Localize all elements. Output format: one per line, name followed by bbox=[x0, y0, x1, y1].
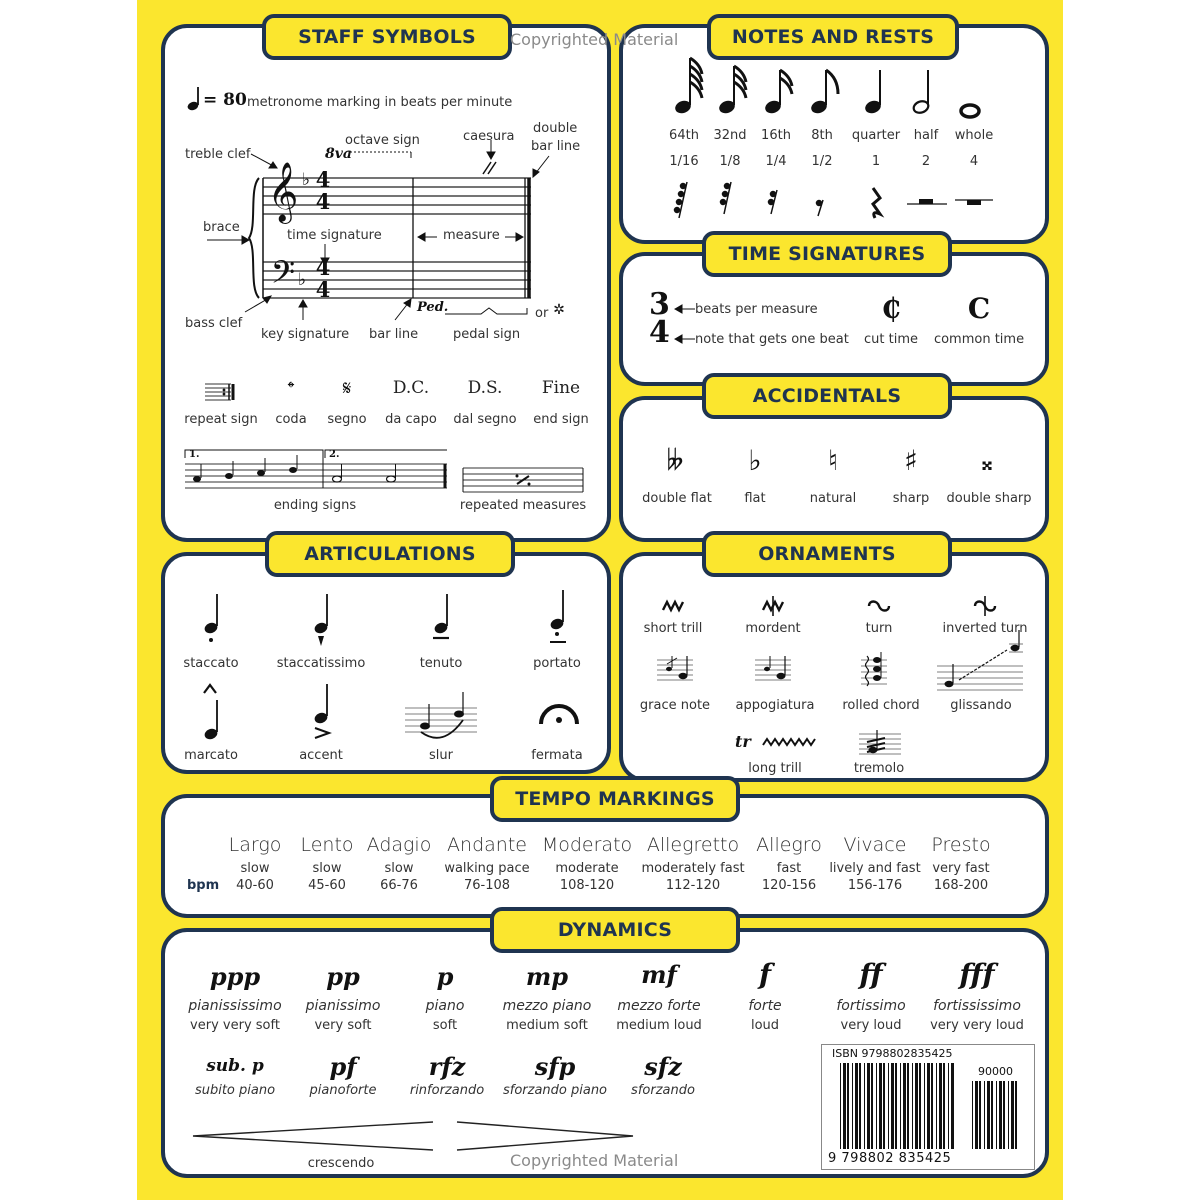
tempo-name-presto: Presto bbox=[931, 834, 991, 856]
common-time-label: common time bbox=[933, 332, 1025, 347]
tenuto-label: tenuto bbox=[419, 656, 463, 671]
tempo-desc-lento: slow bbox=[312, 861, 342, 876]
barcode-stripe bbox=[991, 1081, 993, 1149]
dynamic-desc-mp: medium soft bbox=[506, 1018, 588, 1033]
dynamic-mark-p: p bbox=[436, 962, 454, 991]
barcode-stripe bbox=[972, 1081, 973, 1149]
ornaments-panel bbox=[619, 552, 1049, 782]
note-beats-8th: 1/2 bbox=[811, 154, 833, 169]
barcode-stripe bbox=[915, 1063, 918, 1149]
barcode-stripe bbox=[948, 1063, 949, 1149]
dynamic-mark-f: f bbox=[758, 958, 772, 991]
isbn-text: ISBN 9798802835425 bbox=[832, 1047, 953, 1060]
double-sharp-icon: 𝄪 bbox=[981, 448, 993, 476]
cut-time-icon: ₵ bbox=[881, 292, 901, 325]
barcode-stripe bbox=[855, 1063, 858, 1149]
tempo-bpm-andante: 76-108 bbox=[463, 878, 511, 893]
tempo-bpm-presto: 168-200 bbox=[933, 878, 989, 893]
dynamic-name-sub-p: subito piano bbox=[194, 1083, 276, 1098]
key-flat-icon: ♭ bbox=[301, 170, 311, 190]
dynamic-name-ff: fortissimo bbox=[836, 998, 906, 1014]
cheat-sheet-background bbox=[137, 0, 1063, 1200]
note-beats-whole: 4 bbox=[969, 154, 979, 169]
natural-label: natural bbox=[809, 491, 857, 506]
repeated-measures-label: repeated measures bbox=[459, 498, 587, 513]
dynamic-name-sfz: sforzando bbox=[631, 1083, 695, 1098]
staccatissimo-label: staccatissimo bbox=[276, 656, 366, 671]
tempo-bpm-adagio: 66-76 bbox=[380, 878, 418, 893]
barcode-stripe bbox=[903, 1063, 906, 1149]
barcode-stripe bbox=[927, 1063, 930, 1149]
barcode-stripe bbox=[859, 1063, 861, 1149]
long-trill-mark: tr bbox=[735, 732, 751, 751]
sharp-label: sharp bbox=[892, 491, 930, 506]
barcode-stripe bbox=[840, 1063, 841, 1149]
dynamic-name-mp: mezzo piano bbox=[502, 998, 592, 1014]
common-time-icon: C bbox=[967, 292, 991, 325]
glissando-label: glissando bbox=[950, 698, 1012, 713]
beats-per-measure-label: beats per measure bbox=[695, 302, 818, 317]
barcode-stripe bbox=[931, 1063, 933, 1149]
metronome-value: = 80 bbox=[203, 90, 247, 110]
articulations-panel bbox=[161, 552, 611, 774]
accidentals-header: ACCIDENTALS bbox=[702, 373, 952, 419]
ending-signs-diagram bbox=[165, 28, 615, 528]
barcode-bars bbox=[840, 1063, 954, 1149]
tempo-bpm-largo: 40-60 bbox=[236, 878, 274, 893]
pedal-mark: Ped. bbox=[417, 300, 449, 315]
barcode-stripe bbox=[907, 1063, 909, 1149]
tempo-bpm-allegretto: 112-120 bbox=[665, 878, 721, 893]
staff-symbols-panel bbox=[161, 24, 611, 542]
copyright-watermark-top: Copyrighted Material bbox=[510, 30, 679, 49]
mordent-label: mordent bbox=[745, 621, 801, 636]
key-flat-icon: ♭ bbox=[297, 270, 307, 290]
dynamic-name-f: forte bbox=[748, 998, 782, 1014]
rolled-chord-label: rolled chord bbox=[842, 698, 920, 713]
barcode-stripe bbox=[987, 1081, 990, 1149]
tempo-desc-allegretto: moderately fast bbox=[641, 861, 745, 876]
dynamic-desc-f: loud bbox=[750, 1018, 780, 1033]
flat-icon: ♭ bbox=[748, 444, 762, 477]
fermata-label: fermata bbox=[531, 748, 583, 763]
barcode-stripe bbox=[871, 1063, 873, 1149]
dynamic-name-pp: pianissimo bbox=[305, 998, 381, 1014]
tempo-desc-largo: slow bbox=[240, 861, 270, 876]
time-sig-bottom-icon: 4 4 bbox=[315, 255, 331, 302]
inverted-turn-label: inverted turn bbox=[942, 621, 1028, 636]
crescendo-hairpin bbox=[165, 932, 665, 1172]
dynamic-desc-ppp: very very soft bbox=[190, 1018, 280, 1033]
tempo-desc-andante: walking pace bbox=[444, 861, 530, 876]
tempo-desc-moderato: moderate bbox=[555, 861, 619, 876]
note-name-whole: whole bbox=[954, 128, 994, 143]
tempo-desc-adagio: slow bbox=[384, 861, 414, 876]
barcode-stripe bbox=[912, 1063, 913, 1149]
dynamic-name-fff: fortississimo bbox=[933, 998, 1021, 1014]
barcode-stripe bbox=[876, 1063, 877, 1149]
coda-label: coda bbox=[275, 412, 307, 427]
fine-mark: Fine bbox=[541, 378, 581, 398]
pedal-sign-label: pedal sign bbox=[453, 327, 521, 342]
barcode-stripe bbox=[984, 1081, 985, 1149]
barcode-addon-bars bbox=[972, 1081, 1020, 1149]
dynamic-desc-mf: medium loud bbox=[616, 1018, 702, 1033]
tempo-desc-presto: very fast bbox=[932, 861, 990, 876]
barcode-stripe bbox=[939, 1063, 942, 1149]
note-gets-beat-label: note that gets one beat bbox=[695, 332, 849, 347]
tempo-bpm-lento: 45-60 bbox=[308, 878, 346, 893]
note-name-16th: 16th bbox=[761, 128, 791, 143]
portato-label: portato bbox=[533, 656, 581, 671]
note-name-64th: 64th bbox=[669, 128, 699, 143]
brace-label: brace bbox=[203, 220, 240, 235]
tempo-name-andante: Andante bbox=[447, 834, 527, 856]
grace-note-label: grace note bbox=[639, 698, 711, 713]
ornaments-header: ORNAMENTS bbox=[702, 531, 952, 577]
barcode-stripe bbox=[891, 1063, 894, 1149]
staff-symbols-header: STAFF SYMBOLS bbox=[262, 14, 512, 60]
tempo-bpm-allegro: 120-156 bbox=[761, 878, 817, 893]
turn-label: turn bbox=[865, 621, 893, 636]
dynamic-desc-p: soft bbox=[432, 1018, 458, 1033]
ending-2-mark: 2. bbox=[329, 449, 340, 460]
metronome-description: metronome marking in beats per minute bbox=[247, 95, 513, 110]
tempo-desc-allegro: fast bbox=[776, 861, 802, 876]
barcode-stripe bbox=[951, 1063, 954, 1149]
short-trill-label: short trill bbox=[643, 621, 703, 636]
barcode-number: 9 798802 835425 bbox=[828, 1151, 952, 1166]
note-beats-quarter: 1 bbox=[871, 154, 881, 169]
dynamic-mark-ff: ff bbox=[859, 958, 883, 991]
note-name-32nd: 32nd bbox=[713, 128, 747, 143]
da-capo-mark: D.C. bbox=[392, 378, 430, 398]
cut-time-label: cut time bbox=[864, 332, 918, 347]
dynamic-mark-fff: fff bbox=[959, 958, 995, 991]
time-signatures-header: TIME SIGNATURES bbox=[702, 231, 952, 277]
dynamics-header: DYNAMICS bbox=[490, 907, 740, 953]
treble-clef-icon: 𝄞 bbox=[267, 162, 299, 222]
long-trill-label: long trill bbox=[748, 761, 802, 776]
dynamic-name-ppp: pianississimo bbox=[188, 998, 282, 1014]
barcode-stripe bbox=[936, 1063, 937, 1149]
dynamic-name-sfp: sforzando piano bbox=[502, 1083, 608, 1098]
note-beats-16th: 1/4 bbox=[765, 154, 787, 169]
crescendo-label: crescendo bbox=[307, 1156, 375, 1171]
sharp-icon: ♯ bbox=[904, 444, 918, 477]
barcode-stripe bbox=[919, 1063, 921, 1149]
dynamic-mark-mp: mp bbox=[525, 962, 569, 991]
barcode-stripe bbox=[900, 1063, 901, 1149]
barcode-stripe bbox=[975, 1081, 978, 1149]
tremolo-label: tremolo bbox=[853, 761, 905, 776]
slur-label: slur bbox=[429, 748, 453, 763]
marcato-label: marcato bbox=[184, 748, 238, 763]
tempo-name-allegro: Allegro bbox=[756, 834, 822, 856]
bass-clef-icon: 𝄢 bbox=[270, 254, 296, 298]
octave-mark: 8va bbox=[325, 146, 352, 162]
articulations-header: ARTICULATIONS bbox=[265, 531, 515, 577]
dynamic-mark-pf: pf bbox=[329, 1052, 357, 1081]
barcode-stripe bbox=[852, 1063, 853, 1149]
dynamic-mark-pp: pp bbox=[326, 962, 360, 991]
dynamics-panel bbox=[161, 928, 1049, 1178]
bar-line-label: bar line bbox=[369, 327, 419, 342]
time-sig-top: 3 bbox=[649, 287, 670, 322]
barcode-stripe bbox=[867, 1063, 870, 1149]
notes-rests-header: NOTES AND RESTS bbox=[707, 14, 959, 60]
tempo-name-moderato: Moderato bbox=[541, 834, 633, 856]
barcode-stripe bbox=[1015, 1081, 1017, 1149]
barcode-stripe bbox=[1003, 1081, 1005, 1149]
barcode-stripe bbox=[999, 1081, 1002, 1149]
dynamic-name-mf: mezzo forte bbox=[617, 998, 701, 1014]
double-bar-label: double bbox=[533, 121, 578, 136]
barcode-stripe bbox=[864, 1063, 865, 1149]
double-flat-icon: 𝄫 bbox=[666, 444, 684, 477]
barcode-stripe bbox=[895, 1063, 897, 1149]
barcode-stripe bbox=[996, 1081, 997, 1149]
tempo-name-vivace: Vivace bbox=[843, 834, 907, 856]
barcode-stripe bbox=[883, 1063, 885, 1149]
caesura-label: caesura bbox=[463, 129, 515, 144]
barcode-stripe bbox=[924, 1063, 925, 1149]
ornament-icons bbox=[623, 556, 1053, 766]
pedal-or-label: or bbox=[535, 306, 549, 321]
tempo-name-largo: Largo bbox=[228, 834, 282, 856]
tempo-name-adagio: Adagio bbox=[366, 834, 432, 856]
note-name-quarter: quarter bbox=[851, 128, 901, 143]
bpm-label: bpm bbox=[187, 878, 220, 893]
barcode-stripe bbox=[847, 1063, 849, 1149]
tempo-desc-vivace: lively and fast bbox=[829, 861, 921, 876]
barcode-stripe bbox=[888, 1063, 889, 1149]
measure-label: measure bbox=[443, 228, 500, 243]
ending-signs-label: ending signs bbox=[273, 498, 357, 513]
time-sig-arrows bbox=[623, 256, 703, 356]
barcode-stripe bbox=[979, 1081, 981, 1149]
price-code: 90000 bbox=[978, 1065, 1013, 1078]
segno-icon: 𝄋 bbox=[342, 376, 352, 400]
dynamic-mark-ppp: ppp bbox=[209, 962, 261, 991]
dynamic-mark-sfp: sfp bbox=[534, 1052, 576, 1081]
key-signature-label: key signature bbox=[261, 327, 350, 342]
barcode-stripe bbox=[843, 1063, 846, 1149]
note-beats-64th: 1/16 bbox=[669, 154, 699, 169]
treble-clef-label: treble clef bbox=[185, 147, 251, 162]
end-sign-label: end sign bbox=[533, 412, 589, 427]
tempo-markings-header: TEMPO MARKINGS bbox=[490, 776, 740, 822]
double-bar-label-2: bar line bbox=[531, 139, 581, 154]
note-name-8th: 8th bbox=[811, 128, 833, 143]
dynamic-mark-sfz: sfz bbox=[644, 1052, 682, 1081]
dynamic-desc-ff: very loud bbox=[840, 1018, 902, 1033]
octave-sign-label: octave sign bbox=[345, 133, 420, 148]
dynamic-name-p: piano bbox=[425, 998, 465, 1014]
staccato-label: staccato bbox=[183, 656, 239, 671]
double-sharp-label: double sharp bbox=[946, 491, 1032, 506]
time-signature-label: time signature bbox=[287, 228, 382, 243]
ending-1-mark: 1. bbox=[189, 449, 200, 460]
tempo-name-lento: Lento bbox=[300, 834, 354, 856]
dynamic-desc-pp: very soft bbox=[314, 1018, 372, 1033]
barcode-stripe bbox=[1011, 1081, 1014, 1149]
dynamic-mark-mf: mf bbox=[641, 960, 677, 989]
note-beats-32nd: 1/8 bbox=[719, 154, 741, 169]
barcode-stripe bbox=[1008, 1081, 1009, 1149]
barcode-stripe bbox=[879, 1063, 882, 1149]
note-name-half: half bbox=[913, 128, 939, 143]
dynamic-mark-rfz: rfz bbox=[428, 1052, 466, 1081]
double-flat-label: double flat bbox=[642, 491, 712, 506]
tempo-name-allegretto: Allegretto bbox=[646, 834, 740, 856]
barcode-box bbox=[821, 1044, 1035, 1170]
bass-clef-label: bass clef bbox=[185, 316, 243, 331]
accent-label: accent bbox=[299, 748, 343, 763]
segno-label: segno bbox=[327, 412, 367, 427]
flat-label: flat bbox=[744, 491, 766, 506]
tempo-bpm-vivace: 156-176 bbox=[847, 878, 903, 893]
dynamic-name-pf: pianoforte bbox=[309, 1083, 377, 1098]
time-sig-top-icon: 4 4 bbox=[315, 167, 331, 214]
dal-segno-mark: D.S. bbox=[467, 378, 503, 398]
da-capo-label: da capo bbox=[385, 412, 437, 427]
repeat-sign-label: repeat sign bbox=[184, 412, 258, 427]
dynamic-mark-sub-p: sub. p bbox=[206, 1056, 264, 1076]
dynamic-name-rfz: rinforzando bbox=[409, 1083, 485, 1098]
pedal-release-icon: ✲ bbox=[553, 302, 565, 318]
coda-icon: 𝄌 bbox=[287, 378, 295, 399]
appoggiatura-label: appogiatura bbox=[735, 698, 815, 713]
note-beats-half: 2 bbox=[921, 154, 931, 169]
copyright-watermark-bottom: Copyrighted Material bbox=[510, 1151, 679, 1170]
dynamic-desc-fff: very very loud bbox=[930, 1018, 1024, 1033]
tempo-bpm-moderato: 108-120 bbox=[559, 878, 615, 893]
dal-segno-label: dal segno bbox=[453, 412, 517, 427]
time-sig-bottom: 4 bbox=[649, 315, 670, 350]
natural-icon: ♮ bbox=[827, 444, 839, 477]
barcode-stripe bbox=[943, 1063, 945, 1149]
